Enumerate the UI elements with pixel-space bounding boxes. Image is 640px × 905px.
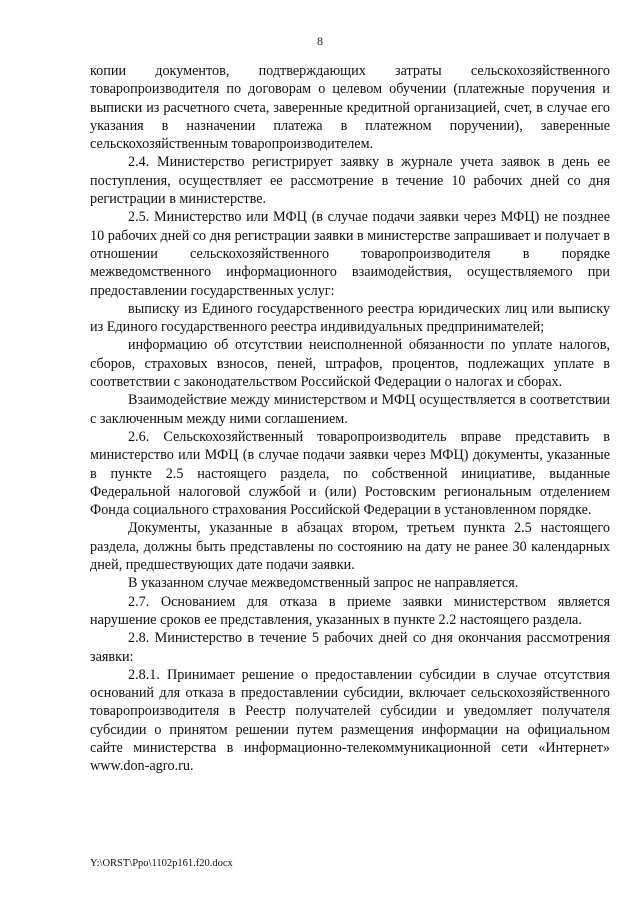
paragraph: 2.4. Министерство регистрирует заявку в журнале учета заявок в день ее поступления, осуществляет ее рассмотрение в течение 10 рабочих дней со дня регистрации в министерстве. — [90, 154, 610, 208]
paragraph: 2.6. Сельскохозяйственный товаропроизводитель вправе представить в министерство или МФЦ (в случае подачи заявки через МФЦ) документы, указанные в пункте 2.5 настоящего раздела, по собственной инициативе, выданные Федеральной налоговой службой и (или) Ростовским региональным отделением Фонда социального страхования Российской Федерации в установленном порядке. — [90, 428, 610, 519]
page-number: 8 — [317, 34, 323, 48]
file-path-footer: Y:\ORST\Ppo\1102p161.f20.docx — [90, 858, 233, 869]
paragraph: выписку из Единого государственного реестра юридических лиц или выписку из Единого государственного реестра индивидуальных предпринимателей; — [90, 300, 610, 336]
paragraph: 2.8. Министерство в течение 5 рабочих дней со дня окончания рассмотрения заявки: — [90, 630, 610, 665]
paragraph: копии документов, подтверждающих затраты сельскохозяйственного товаропроизводителя по договорам о целевом обучении (платежные поручения и выписки из расчетного счета, заверенные кредитной организацией, счет, в случае его указания в назначении платежа в платежном поручении), заверенные сельскохозяйственным товаропроизводителем. — [90, 63, 610, 153]
paragraph: Документы, указанные в абзацах втором, третьем пункта 2.5 настоящего раздела, должны быть представлены по состоянию на дату не ранее 30 календарных дней, предшествующих дате подачи заявки. — [90, 520, 610, 574]
paragraph: 2.8.1. Принимает решение о предоставлении субсидии в случае отсутствия оснований для отказа в предоставлении субсидии, включает сельскохозяйственного товаропроизводителя в Реестр получателей субсидии и уведомляет получателя субсидии о принятом решении путем размещения информации на официальном сайте министерства в информационно-телекоммуникационной сети «Интернет» www.don-agro.ru. — [90, 666, 610, 775]
paragraph: Взаимодействие между министерством и МФЦ осуществляется в соответствии с заключенным между ними соглашением. — [90, 392, 610, 427]
paragraph: 2.5. Министерство или МФЦ (в случае подачи заявки через МФЦ) не позднее 10 рабочих дней со дня регистрации заявки в министерстве запрашивает и получает в отношении сельскохозяйственного товаропроизводителя в порядке межведомственного информационного взаимодействия, осуществляемого при предоставлении государственных услуг: — [90, 209, 610, 299]
paragraph: информацию об отсутствии неисполненной обязанности по уплате налогов, сборов, страховых взносов, пеней, штрафов, процентов, подлежащих уплате в соответствии с законодательством Российской Федерации о налогах и сборах. — [90, 337, 610, 391]
paragraph: 2.7. Основанием для отказа в приеме заявки министерством является нарушение сроков ее представления, указанных в пункте 2.2 настоящего раздела. — [90, 593, 610, 628]
paragraph: В указанном случае межведомственный запрос не направляется. — [128, 575, 519, 592]
document-body — [90, 62, 610, 776]
